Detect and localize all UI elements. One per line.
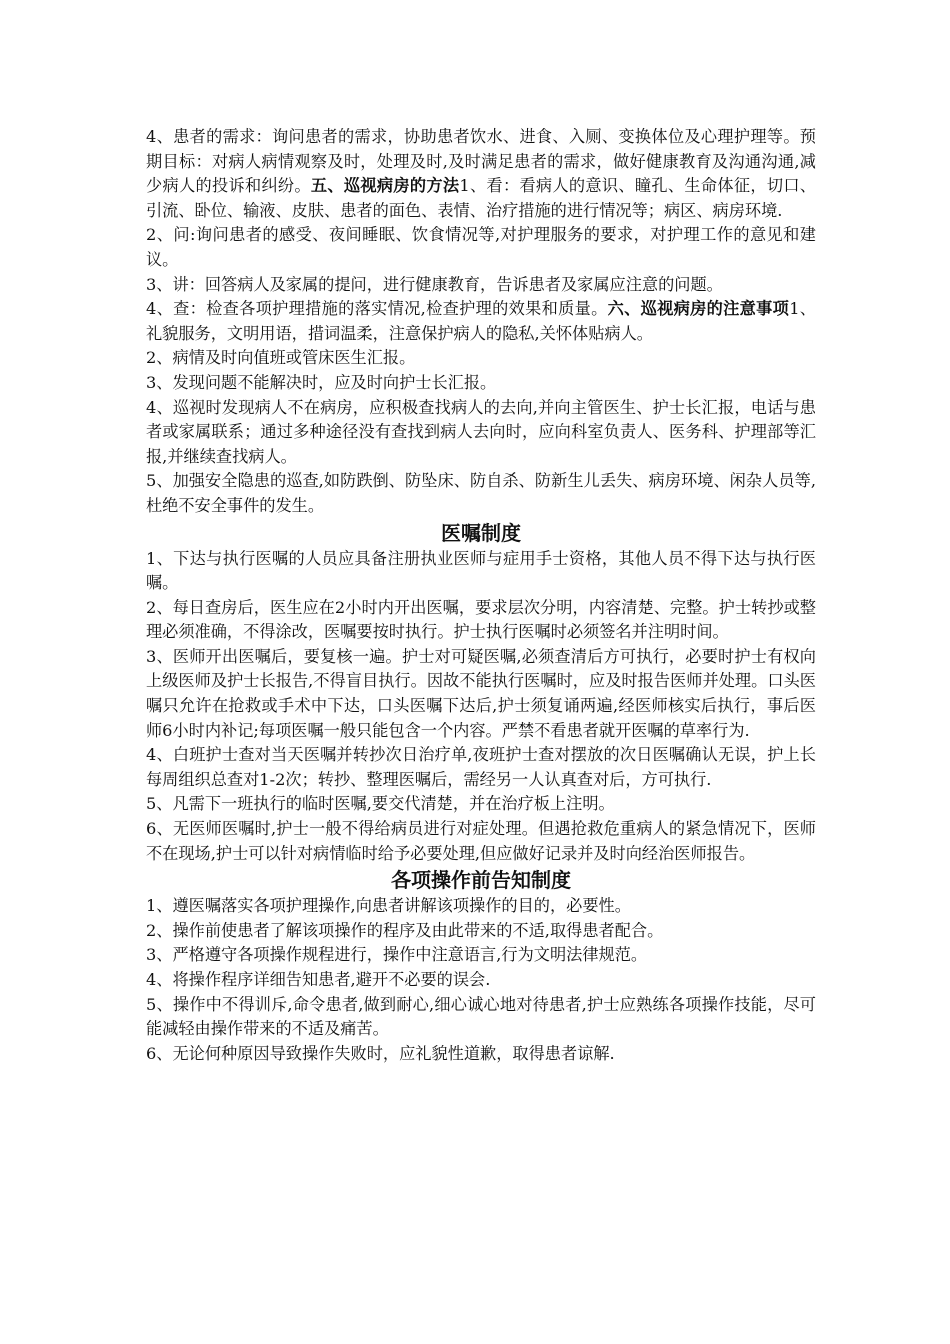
medical-orders-section [146, 519, 816, 867]
paragraph: 1、遵医嘱落实各项护理操作,向患者讲解该项操作的目的，必要性。 [146, 896, 631, 916]
section-title: 各项操作前告知制度 [391, 868, 571, 893]
paragraph: 2、病情及时向值班或管床医生汇报。 [146, 348, 416, 368]
paragraph: 4、查：检查各项护理措施的落实情况,检查护理的效果和质量。六、巡视病房的注意事项1、礼貌服务，文明用语，措词温柔，注意保护病人的隐私,关怀体贴病人。 [146, 299, 816, 343]
paragraph: 6、无医师医嘱时,护士一般不得给病员进行对症处理。但遇抢救危重病人的紧急情况下，医师不在现场,护士可以针对病情临时给予必要处理,但应做好记录并及时向经治医师报告。 [146, 819, 816, 863]
ward-patrol-section [146, 125, 816, 519]
paragraph: 5、加强安全隐患的巡查,如防跌倒、防坠床、防自杀、防新生儿丢失、病房环境、闲杂人员等,杜绝不安全事件的发生。 [146, 471, 816, 515]
paragraph: 4、将操作程序详细告知患者,避开不必要的误会. [146, 970, 491, 989]
operation-notice-section [146, 866, 816, 1066]
paragraph: 3、讲：回答病人及家属的提问，进行健康教育，告诉患者及家属应注意的问题。 [146, 274, 723, 294]
paragraph: 3、医师开出医嘱后，要复核一遍。护士对可疑医嘱,必须查清后方可执行，必要时护士有权向上级医师及护士长报告,不得盲目执行。因故不能执行医嘱时，应及时报告医师并处理。口头医嘱只允许在抢救或手术中下达，口头医嘱下达后,护士须复诵两遍,经医师核实后执行，事后医师6小时内补记;每项医嘱一般只能包含一个内容。严禁不看患者就开医嘱的草率行为. [146, 646, 816, 740]
paragraph: 2、每日查房后，医生应在2小时内开出医嘱，要求层次分明，内容清楚、完整。护士转抄或整理必须准确，不得涂改，医嘱要按时执行。护士执行医嘱时必须签名并注明时间。 [146, 597, 816, 642]
paragraph: 3、发现问题不能解决时，应及时向护士长汇报。 [146, 372, 497, 392]
paragraph: 6、无论何种原因导致操作失败时，应礼貌性道歉，取得患者谅解. [146, 1043, 615, 1063]
document-page [146, 125, 816, 1066]
paragraph: 2、问:询问患者的感受、夜间睡眠、饮食情况等,对护理服务的要求，对护理工作的意见和建议。 [146, 225, 816, 269]
paragraph: 2、操作前使患者了解该项操作的程序及由此带来的不适,取得患者配合。 [146, 920, 664, 940]
section-heading-patrol-method: 五、巡视病房的方法 [310, 176, 460, 196]
paragraph: 5、操作中不得训斥,命令患者,做到耐心,细心诚心地对待患者,护士应熟练各项操作技能，尽可能减轻由操作带来的不适及痛苦。 [146, 994, 816, 1039]
paragraph: 5、凡需下一班执行的临时医嘱,要交代清楚，并在治疗板上注明。 [146, 794, 615, 814]
section-title: 医嘱制度 [441, 520, 521, 545]
paragraph: 1、下达与执行医嘱的人员应具备注册执业医师与症用手士资格，其他人员不得下达与执行医嘱。 [146, 548, 816, 593]
paragraph: 4、白班护士查对当天医嘱并转抄次日治疗单,夜班护士查对摆放的次日医嘱确认无误，护上长每周组织总查对1-2次；转抄、整理医嘱后，需经另一人认真查对后，方可执行. [146, 745, 816, 789]
section-heading-patrol-notes: 六、巡视病房的注意事项 [607, 299, 790, 319]
paragraph: 4、患者的需求：询问患者的需求，协助患者饮水、进食、入厕、变换体位及心理护理等。预期目标：对病人病情观察及时，处理及时,及时满足患者的需求，做好健康教育及沟通沟通,减少病人的投诉和纠纷。五、巡视病房的方法1、看：看病人的意识、瞳孔、生命体征，切口、引流、卧位、输液、皮肤、患者的面色、表情、治疗措施的进行情况等；病区、病房环境. [146, 127, 816, 220]
paragraph: 3、严格遵守各项操作规程进行，操作中注意语言,行为文明法律规范。 [146, 945, 648, 965]
paragraph: 4、巡视时发现病人不在病房，应积极查找病人的去向,并向主管医生、护士长汇报，电话与患者或家属联系；通过多种途径没有查找到病人去向时，应向科室负责人、医务科、护理部等汇报,并继续查找病人。 [146, 397, 816, 466]
